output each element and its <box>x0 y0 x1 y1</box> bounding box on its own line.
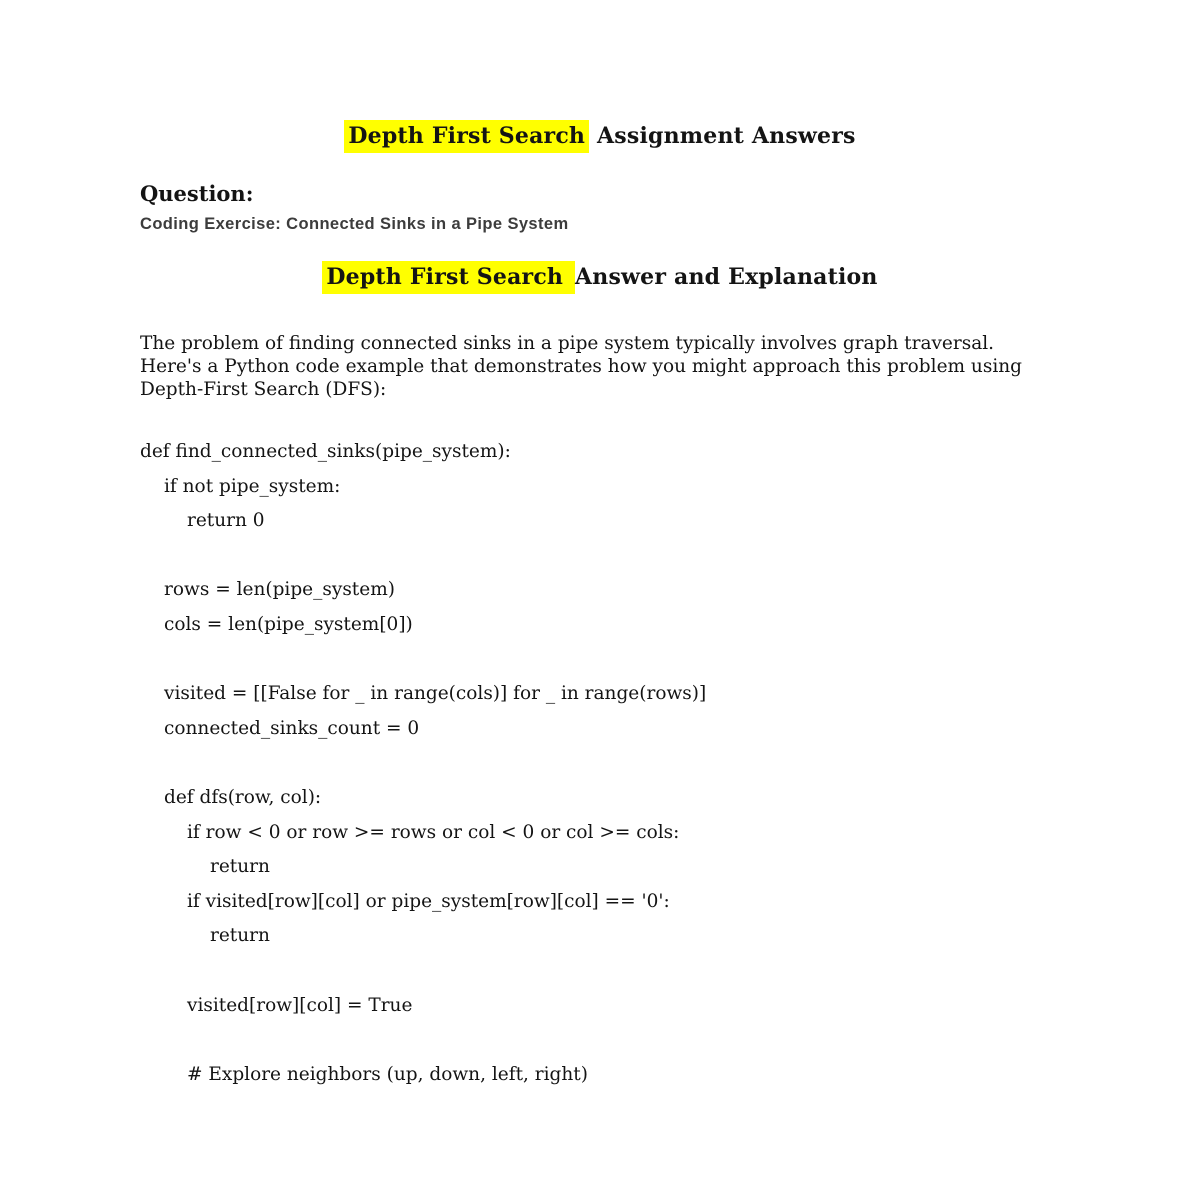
paragraph-line: Here's a Python code example that demonstrates how you might approach this problem using <box>140 356 1023 378</box>
intro-paragraph <box>140 332 1070 402</box>
code-line: if not pipe_system: <box>164 475 341 497</box>
code-line: connected_sinks_count = 0 <box>164 717 420 739</box>
code-line: if row < 0 or row >= rows or col < 0 or col >= cols: <box>187 821 680 843</box>
code-line: cols = len(pipe_system[0]) <box>164 613 413 635</box>
code-line: # Explore neighbors (up, down, left, right) <box>187 1063 588 1085</box>
code-line: return 0 <box>187 510 265 532</box>
code-line: if visited[row][col] or pipe_system[row][col] == '0': <box>187 890 670 912</box>
code-line: return <box>210 925 270 947</box>
title-highlight: Depth First Search <box>344 120 589 153</box>
title-rest: Assignment Answers <box>589 123 856 149</box>
answer-heading-highlight: Depth First Search <box>322 261 575 294</box>
code-line <box>140 643 1100 678</box>
document-title <box>0 123 1200 149</box>
question-subtitle: Coding Exercise: Connected Sinks in a Pipe System <box>140 215 569 233</box>
code-line: def dfs(row, col): <box>164 786 322 808</box>
code-line <box>140 539 1100 574</box>
code-line: visited = [[False for _ in range(cols)] for _ in range(rows)] <box>164 683 707 705</box>
code-line: visited[row][col] = True <box>187 994 413 1016</box>
code-line: return <box>210 856 270 878</box>
question-heading: Question: <box>140 181 254 206</box>
code-line <box>140 1023 1100 1058</box>
code-line: rows = len(pipe_system) <box>164 579 395 601</box>
code-line <box>140 954 1100 989</box>
code-line <box>140 746 1100 781</box>
paragraph-line: The problem of finding connected sinks in a pipe system typically involves graph traversal. <box>140 333 995 354</box>
code-line: def find_connected_sinks(pipe_system): <box>140 441 511 462</box>
paragraph-line: Depth-First Search (DFS): <box>140 379 387 401</box>
code-block <box>140 435 1100 1092</box>
answer-heading-rest: Answer and Explanation <box>574 264 878 290</box>
answer-heading <box>0 264 1200 290</box>
